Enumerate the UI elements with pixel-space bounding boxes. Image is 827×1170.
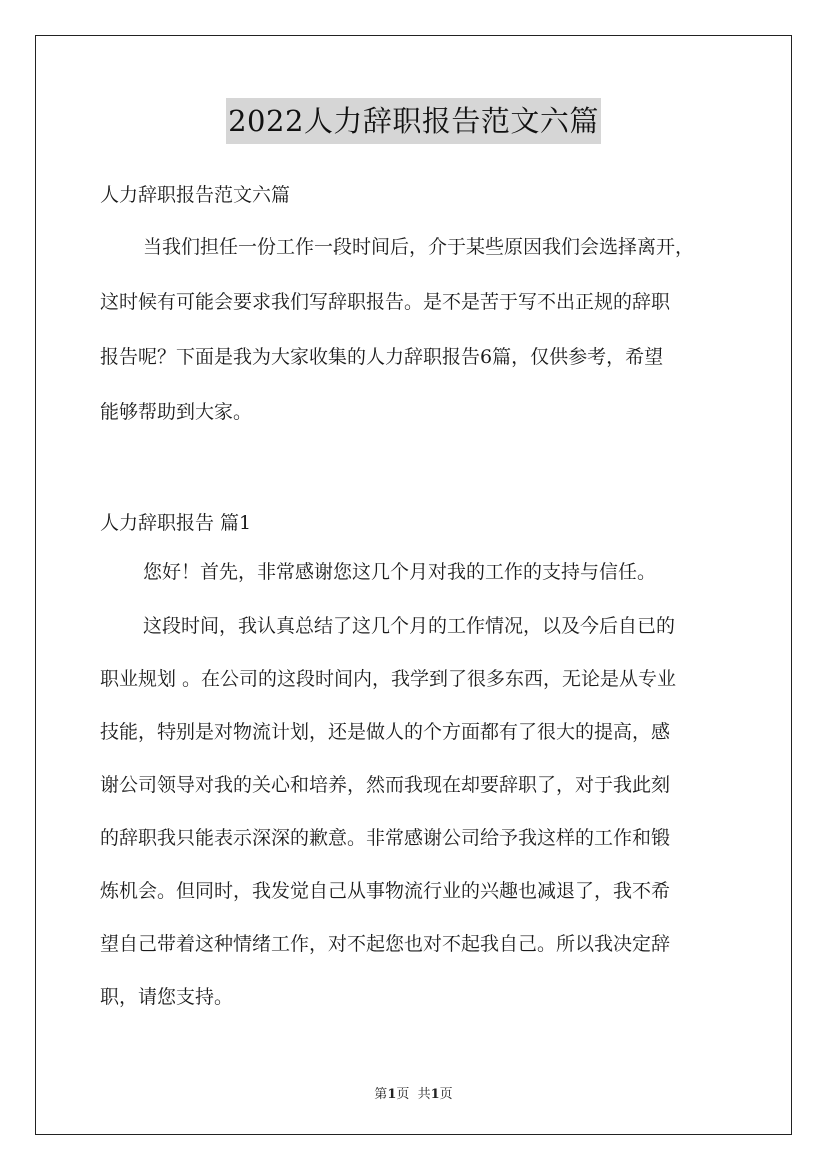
intro-line: 当我们担任一份工作一段时间后，介于某些原因我们会选择离开， <box>143 236 695 258</box>
body-line: 的辞职我只能表示深深的歉意。非常感谢公司给予我这样的工作和锻 <box>100 827 671 849</box>
document-title: 2022人力辞职报告范文六篇 <box>226 98 601 144</box>
footer-current-page: 1 <box>387 1087 397 1102</box>
title-container <box>0 98 827 144</box>
greeting-line: 您好！首先，非常感谢您这几个月对我的工作的支持与信任。 <box>143 561 657 583</box>
body-line: 职业规划 。在公司的这段时间内，我学到了很多东西，无论是从专业 <box>100 668 677 690</box>
footer-page-mid: 页 共 <box>396 1087 431 1102</box>
body-line: 技能，特别是对物流计划，还是做人的个方面都有了很大的提高，感 <box>100 721 671 743</box>
body-line: 炼机会。但同时，我发觉自己从事物流行业的兴趣也减退了，我不希 <box>100 880 671 902</box>
body-line: 职，请您支持。 <box>100 986 234 1008</box>
document-subtitle: 人力辞职报告范文六篇 <box>100 184 291 206</box>
section-heading: 人力辞职报告 篇1 <box>100 512 252 534</box>
footer-page-suffix: 页 <box>439 1087 453 1102</box>
intro-line: 报告呢？下面是我为大家收集的人力辞职报告6篇，仅供参考，希望 <box>100 346 664 368</box>
body-line: 望自己带着这种情绪工作，对不起您也对不起我自己。所以我决定辞 <box>100 933 671 955</box>
body-line: 谢公司领导对我的关心和培养，然而我现在却要辞职了，对于我此刻 <box>100 774 671 796</box>
body-paragraph <box>100 611 740 1035</box>
body-line: 这段时间，我认真总结了这几个月的工作情况，以及今后自已的 <box>143 615 676 637</box>
intro-line: 这时候有可能会要求我们写辞职报告。是不是苦于写不出正规的辞职 <box>100 291 671 313</box>
page-footer <box>0 1083 827 1102</box>
footer-total-pages: 1 <box>430 1087 440 1102</box>
greeting-paragraph <box>100 557 740 587</box>
footer-page-prefix: 第 <box>374 1087 388 1102</box>
intro-paragraph <box>100 232 740 452</box>
intro-line: 能够帮助到大家。 <box>100 401 253 423</box>
